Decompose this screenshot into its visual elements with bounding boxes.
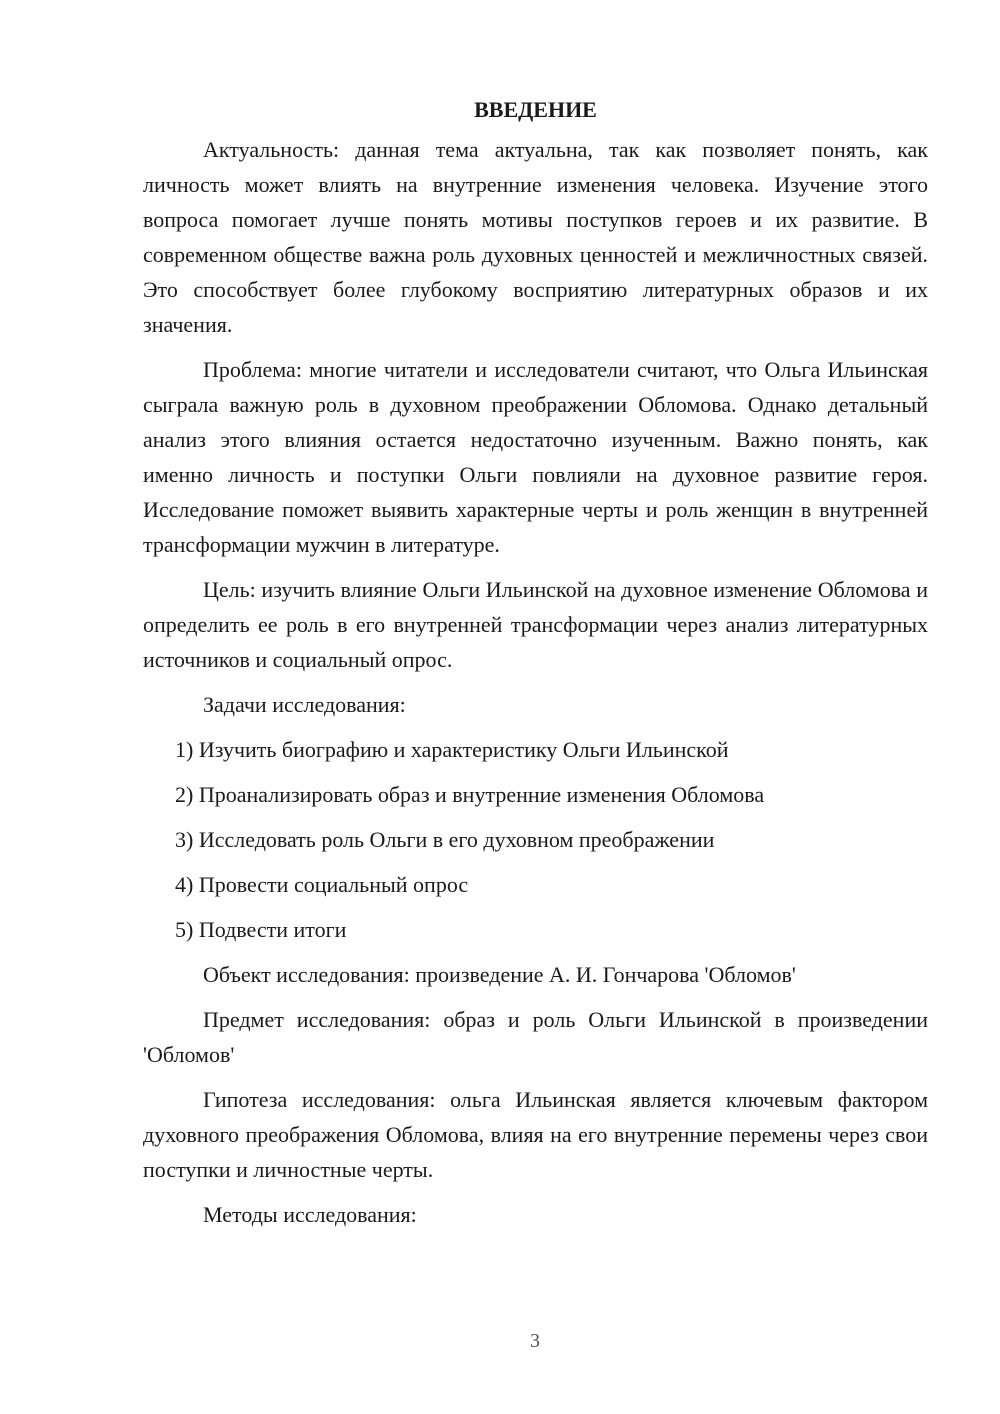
list-item: 1) Изучить биографию и характеристику Ольги Ильинской (175, 737, 729, 762)
hypothesis-paragraph: Гипотеза исследования: ольга Ильинская является ключевым фактором духовного преображения Обломова, влияя на его внутренние перемены через свои поступки и личностные черты. (143, 1087, 928, 1182)
list-item: 3) Исследовать роль Ольги в его духовном преображении (175, 827, 715, 852)
page-number: 3 (530, 1330, 540, 1352)
list-item: 5) Подвести итоги (175, 917, 347, 942)
section-heading: ВВЕДЕНИЕ (474, 97, 597, 122)
problem-paragraph: Проблема: многие читатели и исследователи считают, что Ольга Ильинская сыграла важную роль в духовном преображении Обломова. Однако детальный анализ этого влияния остается недостаточно изученным. Важно понять, как именно личность и поступки Ольги повлияли на духовное развитие героя. Исследование поможет выявить характерные черты и роль женщин в внутренней трансформации мужчин в литературе. (143, 357, 928, 557)
list-item: 2) Проанализировать образ и внутренние изменения Обломова (175, 782, 765, 807)
document-page (143, 92, 928, 1242)
object-paragraph: Объект исследования: произведение А. И. Гончарова 'Обломов' (203, 962, 796, 987)
relevance-paragraph: Актуальность: данная тема актуальна, так как позволяет понять, как личность может влиять на внутренние изменения человека. Изучение этого вопроса помогает лучше понять мотивы поступков героев и их развитие. В современном обществе важна роль духовных ценностей и межличностных связей. Это способствует более глубокому восприятию литературных образов и их значения. (143, 137, 928, 337)
tasks-list (143, 732, 928, 947)
methods-heading: Методы исследования: (203, 1202, 417, 1227)
list-item: 4) Провести социальный опрос (175, 872, 469, 897)
goal-paragraph: Цель: изучить влияние Ольги Ильинской на духовное изменение Обломова и определить ее роль в его внутренней трансформации через анализ литературных источников и социальный опрос. (143, 577, 928, 672)
tasks-heading: Задачи исследования: (203, 692, 406, 717)
subject-paragraph: Предмет исследования: образ и роль Ольги Ильинской в произведении 'Обломов' (143, 1007, 928, 1067)
